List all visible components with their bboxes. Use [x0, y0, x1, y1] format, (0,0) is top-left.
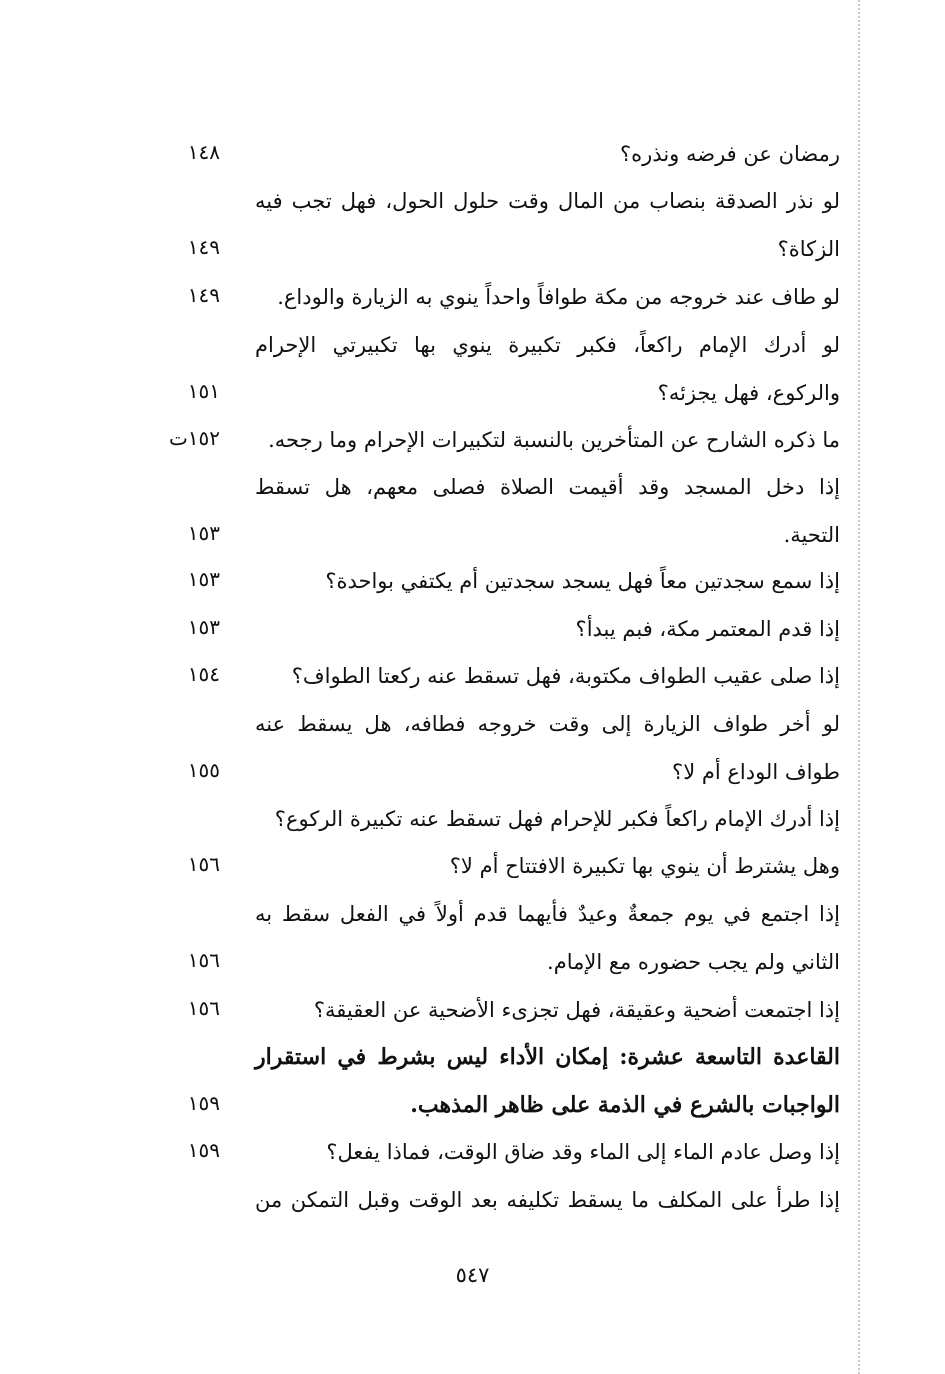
page-reference: ١٥٩: [187, 1091, 220, 1115]
page-reference: ١٥٣: [187, 567, 220, 591]
page-reference: ١٥١: [187, 379, 220, 403]
index-entry-line: إذا اجتمع في يوم جمعةٌ وعيدٌ فأيهما قدم أولاً في الفعل سقط به: [255, 902, 840, 926]
index-entry-line: الثاني ولم يجب حضوره مع الإمام.: [547, 950, 840, 974]
index-entry-line: إذا قدم المعتمر مكة، فبم يبدأ؟: [575, 617, 840, 641]
page-reference: ١٥٣: [187, 521, 220, 545]
index-entry-line: إذا طرأ على المكلف ما يسقط تكليفه بعد الوقت وقبل التمكن من: [255, 1188, 840, 1212]
scan-edge-dots: [858, 0, 861, 1374]
index-entry-line: إذا دخل المسجد وقد أقيمت الصلاة فصلى معهم، هل تسقط: [255, 475, 840, 499]
index-entry-line: لو أخر طواف الزيارة إلى وقت خروجه فطافه، هل يسقط عنه: [255, 712, 840, 736]
page-number: ٥٤٧: [455, 1263, 490, 1287]
index-entry-line: ما ذكره الشارح عن المتأخرين بالنسبة لتكبيرات الإحرام وما رجحه.: [268, 428, 840, 452]
page-reference: ١٥٤: [187, 662, 220, 686]
index-entry-line: إذا وصل عادم الماء إلى الماء وقد ضاق الوقت، فماذا يفعل؟: [326, 1140, 840, 1164]
page-reference: ١٥٢ت: [168, 426, 220, 450]
index-entry-line: إذا سمع سجدتين معاً فهل يسجد سجدتين أم يكتفي بواحدة؟: [325, 569, 840, 593]
index-entry-line: الواجبات بالشرع في الذمة على ظاهر المذهب.: [410, 1092, 840, 1118]
page-reference: ١٥٩: [187, 1138, 220, 1162]
index-entry-line: الزكاة؟: [777, 237, 840, 261]
page-reference: ١٤٩: [187, 283, 220, 307]
page-reference: ١٥٦: [187, 852, 220, 876]
index-entry-line: التحية.: [783, 523, 840, 547]
index-entry-line: إذا صلى عقيب الطواف مكتوبة، فهل تسقط عنه ركعتا الطواف؟: [291, 664, 840, 688]
index-entry-line: رمضان عن فرضه ونذره؟: [620, 142, 840, 166]
page-reference: ١٥٣: [187, 615, 220, 639]
page-reference: ١٥٥: [187, 758, 220, 782]
index-entry-line: طواف الوداع أم لا؟: [672, 760, 840, 784]
index-entry-line: لو نذر الصدقة بنصاب من المال وقت حلول الحول، فهل تجب فيه: [255, 189, 840, 213]
page-reference: ١٤٨: [187, 140, 220, 164]
index-entry-line: والركوع، فهل يجزئه؟: [657, 381, 840, 405]
index-entry-line: لو طاف عند خروجه من مكة طوافاً واحداً ينوي به الزيارة والوداع.: [277, 285, 840, 309]
page-reference: ١٥٦: [187, 948, 220, 972]
index-entry-line: القاعدة التاسعة عشرة: إمكان الأداء ليس بشرط في استقرار: [255, 1044, 840, 1070]
page-reference: ١٤٩: [187, 235, 220, 259]
index-entry-line: وهل يشترط أن ينوي بها تكبيرة الافتتاح أم لا؟: [449, 854, 840, 878]
index-entry-line: لو أدرك الإمام راكعاً، فكبر تكبيرة ينوي بها تكبيرتي الإحرام: [255, 333, 840, 357]
page-reference: ١٥٦: [187, 996, 220, 1020]
index-entry-line: إذا أدرك الإمام راكعاً فكبر للإحرام فهل تسقط عنه تكبيرة الركوع؟: [274, 807, 840, 831]
index-entry-line: إذا اجتمعت أضحية وعقيقة، فهل تجزىء الأضحية عن العقيقة؟: [313, 998, 840, 1022]
